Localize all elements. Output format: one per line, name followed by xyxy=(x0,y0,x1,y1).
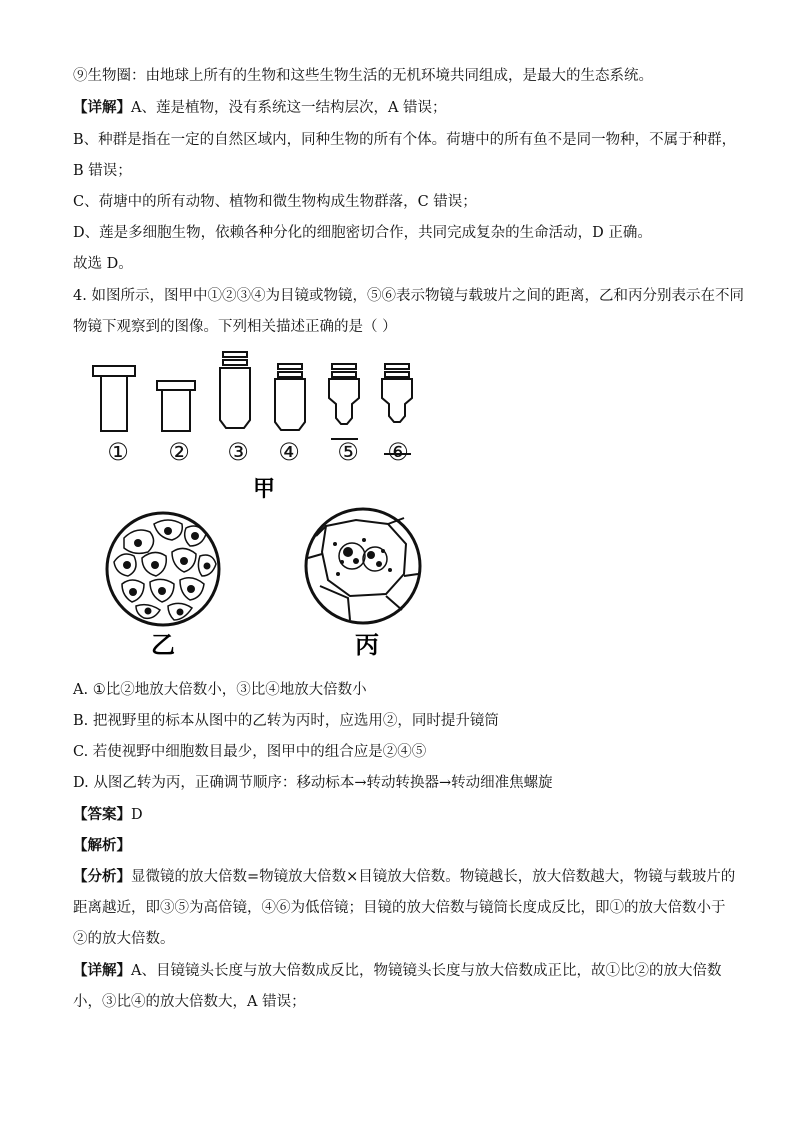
caption-yi: 乙 xyxy=(151,631,175,659)
microscope-figure xyxy=(88,348,448,663)
label-5: ⑤ xyxy=(337,438,359,466)
text-line: C、荷塘中的所有动物、植物和微生物构成生物群落，C 错误； xyxy=(73,194,477,210)
text-line: 距离越近，即③⑤为高倍镜，④⑥为低倍镜；目镜的放大倍数与镜筒长度成反比，即①的放大倍数小于 xyxy=(73,900,726,916)
label-1: ① xyxy=(107,438,129,466)
answer-tag: 【答案】 xyxy=(73,806,131,823)
view-yi-icon xyxy=(107,513,219,625)
label-2: ② xyxy=(168,438,190,466)
objective-3-icon xyxy=(220,352,250,428)
option-b: B. 把视野里的标本从图中的乙转为丙时，应选用②，同时提升镜筒 xyxy=(73,713,499,729)
text-line xyxy=(73,98,447,118)
section-tag: 【详解】 xyxy=(73,962,131,979)
option-a: A. ①比②地放大倍数小，③比④地放大倍数小 xyxy=(73,682,367,698)
objective-4-icon xyxy=(275,364,305,430)
option-d: D. 从图乙转为丙，正确调节顺序：移动标本→转动转换器→转动细准焦螺旋 xyxy=(73,775,553,791)
text-line: B、种群是指在一定的自然区域内，同种生物的所有个体。荷塘中的所有鱼不是同一物种，不属于种群， xyxy=(73,132,737,148)
section-tag: 【分析】 xyxy=(73,868,131,885)
eyepiece-1-icon xyxy=(93,366,135,431)
text-line: ⑨生物圈：由地球上所有的生物和这些生物生活的无机环境共同组成，是最大的生态系统。 xyxy=(73,68,653,84)
question-line: 4. 如图所示，图甲中①②③④为目镜或物镜，⑤⑥表示物镜与载玻片之间的距离，乙和丙分别表示在不同 xyxy=(73,288,744,304)
text-span: 显微镜的放大倍数=物镜放大倍数×目镜放大倍数。物镜越长，放大倍数越大，物镜与载玻片的 xyxy=(131,869,736,885)
text-span: A、莲是植物，没有系统这一结构层次，A 错误； xyxy=(131,100,447,116)
text-line: 故选 D。 xyxy=(73,256,133,272)
label-3: ③ xyxy=(227,438,249,466)
text-line xyxy=(73,867,735,887)
text-line: 小，③比④的放大倍数大，A 错误； xyxy=(73,994,306,1010)
text-line: B 错误； xyxy=(73,163,132,179)
answer-line xyxy=(73,805,143,825)
answer-value: D xyxy=(131,807,143,823)
text-line: D、莲是多细胞生物，依赖各种分化的细胞密切合作，共同完成复杂的生命活动，D 正确。 xyxy=(73,225,652,241)
eyepiece-2-icon xyxy=(157,381,195,431)
objective-5-icon xyxy=(329,364,359,439)
label-6: ⑥ xyxy=(387,438,409,466)
caption-bing: 丙 xyxy=(355,631,379,659)
view-bing-icon xyxy=(306,509,420,623)
section-tag: 【详解】 xyxy=(73,99,131,116)
text-line xyxy=(73,961,721,981)
option-c: C. 若使视野中细胞数目最少，图甲中的组合应是②④⑤ xyxy=(73,744,427,760)
text-line: ②的放大倍数。 xyxy=(73,931,175,947)
caption-jia: 甲 xyxy=(252,477,276,502)
analysis-tag: 【解析】 xyxy=(73,837,131,854)
label-4: ④ xyxy=(278,438,300,466)
question-line: 物镜下观察到的图像。下列相关描述正确的是（ ） xyxy=(73,319,397,335)
text-span: A、目镜镜头长度与放大倍数成反比，物镜镜头长度与放大倍数成正比，故①比②的放大倍数 xyxy=(131,963,722,979)
